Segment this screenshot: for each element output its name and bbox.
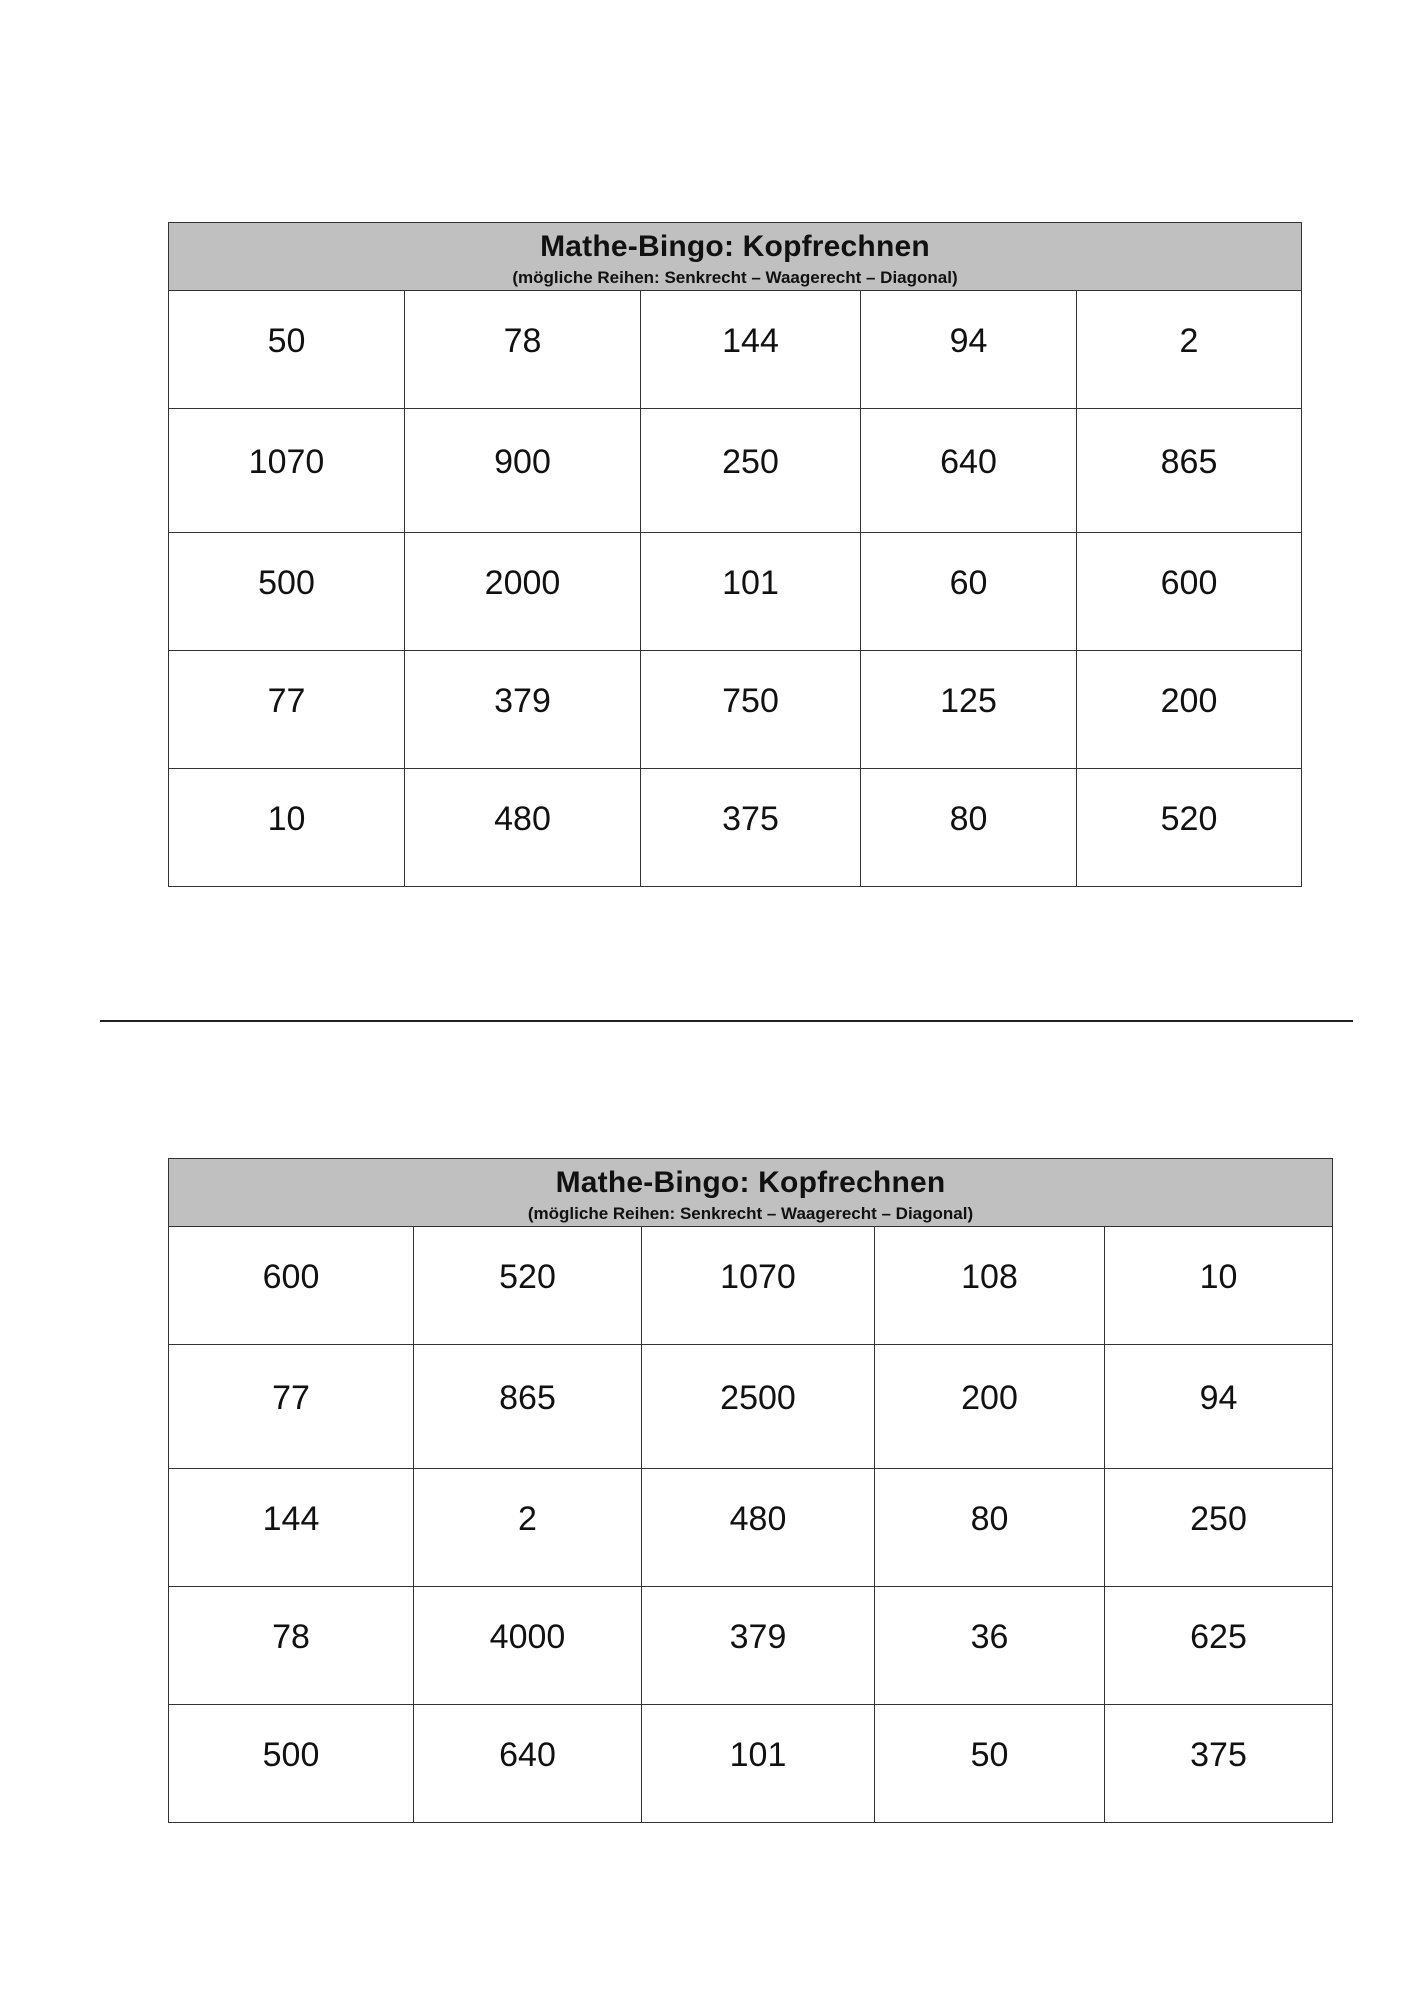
- bingo-cell: 480: [642, 1469, 875, 1587]
- bingo-card-header: [169, 1159, 1333, 1227]
- bingo-row: [169, 651, 1302, 769]
- bingo-cell: 520: [414, 1227, 642, 1345]
- bingo-card-header-row: [169, 1159, 1333, 1227]
- bingo-cell: 94: [861, 291, 1077, 409]
- bingo-cell: 600: [169, 1227, 414, 1345]
- bingo-cell: 625: [1105, 1587, 1333, 1705]
- bingo-card-2: [168, 1158, 1333, 1823]
- bingo-cell: 108: [875, 1227, 1105, 1345]
- bingo-cell: 78: [405, 291, 641, 409]
- bingo-cell: 144: [641, 291, 861, 409]
- bingo-row: [169, 1345, 1333, 1469]
- bingo-card-1: [168, 222, 1302, 887]
- bingo-cell: 94: [1105, 1345, 1333, 1469]
- bingo-cell: 36: [875, 1587, 1105, 1705]
- bingo-cell: 865: [414, 1345, 642, 1469]
- bingo-cell: 60: [861, 533, 1077, 651]
- bingo-cell: 80: [861, 769, 1077, 887]
- bingo-cell: 78: [169, 1587, 414, 1705]
- bingo-cell: 200: [1077, 651, 1302, 769]
- bingo-cell: 144: [169, 1469, 414, 1587]
- bingo-cell: 375: [641, 769, 861, 887]
- bingo-cell: 500: [169, 1705, 414, 1823]
- bingo-row: [169, 291, 1302, 409]
- bingo-cell: 640: [414, 1705, 642, 1823]
- bingo-card-header-row: [169, 223, 1302, 291]
- bingo-cell: 375: [1105, 1705, 1333, 1823]
- bingo-cell: 750: [641, 651, 861, 769]
- bingo-cell: 101: [642, 1705, 875, 1823]
- bingo-cell: 480: [405, 769, 641, 887]
- bingo-cell: 865: [1077, 409, 1302, 533]
- bingo-row: [169, 1705, 1333, 1823]
- bingo-cell: 379: [642, 1587, 875, 1705]
- bingo-cell: 125: [861, 651, 1077, 769]
- bingo-cell: 2000: [405, 533, 641, 651]
- card-title: Mathe-Bingo: Kopfrechnen: [555, 1165, 946, 1199]
- bingo-cell: 101: [641, 533, 861, 651]
- bingo-row: [169, 409, 1302, 533]
- card-subtitle: (mögliche Reihen: Senkrecht – Waagerecht – Diagonal): [527, 1203, 974, 1223]
- bingo-cell: 500: [169, 533, 405, 651]
- bingo-cell: 77: [169, 1345, 414, 1469]
- bingo-cell: 50: [875, 1705, 1105, 1823]
- bingo-row: [169, 1469, 1333, 1587]
- bingo-cell: 379: [405, 651, 641, 769]
- bingo-row: [169, 769, 1302, 887]
- card-title: Mathe-Bingo: Kopfrechnen: [540, 229, 930, 263]
- bingo-card-header: [169, 223, 1302, 291]
- bingo-row: [169, 533, 1302, 651]
- bingo-cell: 50: [169, 291, 405, 409]
- bingo-cell: 200: [875, 1345, 1105, 1469]
- bingo-cell: 4000: [414, 1587, 642, 1705]
- bingo-cell: 520: [1077, 769, 1302, 887]
- bingo-cell: 80: [875, 1469, 1105, 1587]
- bingo-cell: 640: [861, 409, 1077, 533]
- bingo-cell: 77: [169, 651, 405, 769]
- bingo-cell: 600: [1077, 533, 1302, 651]
- bingo-cell: 250: [641, 409, 861, 533]
- bingo-cell: 1070: [169, 409, 405, 533]
- bingo-cell: 900: [405, 409, 641, 533]
- bingo-cell: 10: [1105, 1227, 1333, 1345]
- bingo-cell: 10: [169, 769, 405, 887]
- bingo-cell: 2: [414, 1469, 642, 1587]
- card-subtitle: (mögliche Reihen: Senkrecht – Waagerecht – Diagonal): [512, 267, 958, 287]
- cut-line-divider: [100, 1020, 1353, 1022]
- bingo-row: [169, 1227, 1333, 1345]
- bingo-cell: 2: [1077, 291, 1302, 409]
- bingo-row: [169, 1587, 1333, 1705]
- bingo-cell: 2500: [642, 1345, 875, 1469]
- bingo-cell: 1070: [642, 1227, 875, 1345]
- bingo-cell: 250: [1105, 1469, 1333, 1587]
